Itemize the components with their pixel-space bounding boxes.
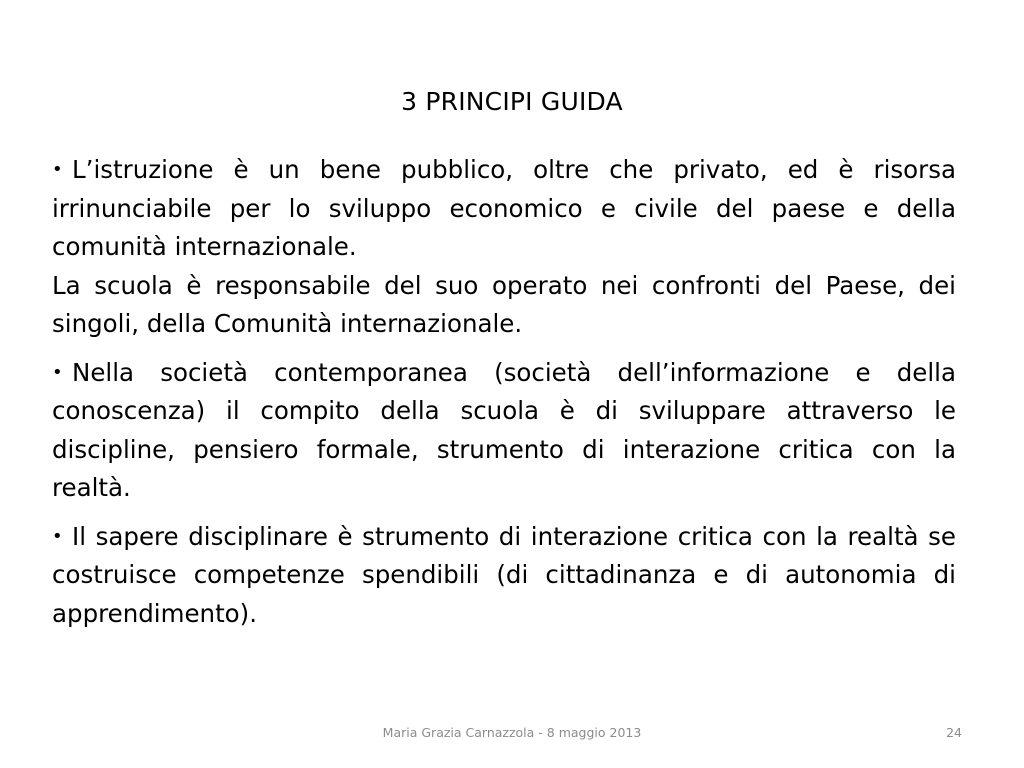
slide-title: 3 PRINCIPI GUIDA <box>401 87 623 116</box>
bullet-text: Nella società contemporanea (società dell’informazione e della conoscenza) il compito della scuola è di sviluppare attraverso le discipline, pensiero formale, strumento di interazione critica con la realtà. <box>52 357 956 502</box>
slide-content <box>52 151 956 643</box>
bullet-item <box>52 151 956 344</box>
bullet-icon: • <box>52 525 63 547</box>
bullet-text: L’istruzione è un bene pubblico, oltre che privato, ed è risorsa irrinunciabile per lo sviluppo economico e civile del paese e della comunità internazionale. <box>52 155 956 261</box>
bullet-icon: • <box>52 361 63 383</box>
bullet-item <box>52 354 956 508</box>
bullet-icon: • <box>52 159 63 180</box>
bullet-text: Il sapere disciplinare è strumento di interazione critica con la realtà se costruisce competenze spendibili (di cittadinanza e di autonomia di apprendimento). <box>52 521 956 628</box>
bullet-item <box>52 518 956 634</box>
page-number: 24 <box>946 725 962 740</box>
slide-footer: Maria Grazia Carnazzola - 8 maggio 2013 <box>382 725 642 740</box>
bullet-continuation-text: La scuola è responsabile del suo operato nei confronti del Paese, dei singoli, della Comunità internazionale. <box>52 270 956 338</box>
